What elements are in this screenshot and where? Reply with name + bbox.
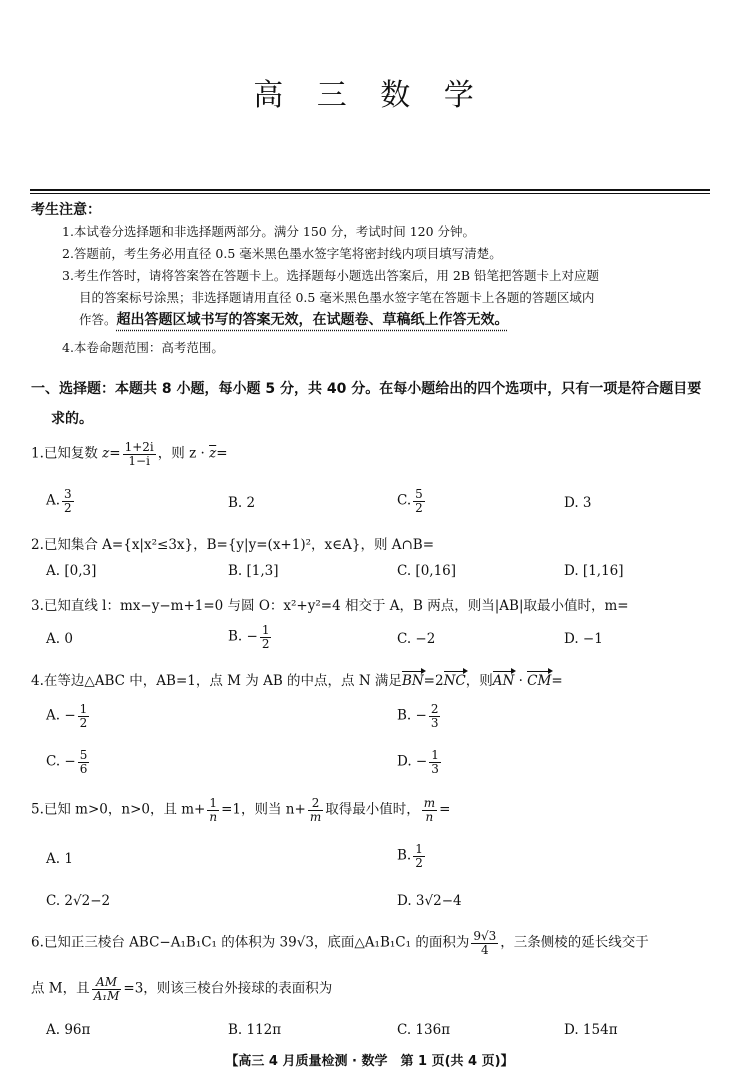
q4-c-den: 6 [79,761,88,776]
q1-option-a [46,488,76,514]
q4-a-den: 2 [79,715,88,730]
q1-a-num: 3 [64,487,72,501]
q1-eq: = [216,445,228,462]
q6-post: ，三条侧棱的延长线交于 [500,934,649,951]
q4-pre: 4.在等边△ABC 中，AB=1，点 M 为 AB 的中点，点 N 满足 [31,673,402,689]
question-5 [31,797,450,823]
q4-d-den: 3 [431,761,439,776]
q1-fraction [123,441,156,467]
q1-c-num: 5 [415,487,423,501]
q4-a-label: A. − [46,707,76,724]
q1-c-den: 2 [415,500,423,515]
q1-option-d: D. 3 [564,495,592,511]
q1-z: z= [102,445,121,462]
notice-item-3: 3.考生作答时，请将答案答在答题卡上。选择题每小题选出答案后，用 2B 铅笔把答题卡上对应题 [62,268,600,283]
q6-pre: 6.已知正三棱台 ABC−A₁B₁C₁ 的体积为 39√3，底面△A₁B₁C₁ 的面积为 [31,934,470,951]
question-6 [31,930,649,956]
q5-f1-den: n [209,809,218,824]
q1-c-frac [413,488,425,514]
q5-b-frac [413,843,425,869]
header-rule [30,189,710,191]
q3-b-num: 1 [261,623,270,637]
q5-f3-num: m [423,796,436,810]
q6-option-c: C. 136π [397,1022,451,1038]
q4-b-num: 2 [430,702,439,716]
notice-item-4: 4.本卷命题范围：高考范围。 [62,340,224,355]
q1-zbar: $\overline{z}$ [209,445,217,462]
q4-d-num: 1 [431,748,439,762]
q4-c-frac [78,749,90,775]
notice-item-1: 1.本试卷分选择题和非选择题两部分。满分 150 分，考试时间 120 分钟。 [62,224,476,239]
q3-option-b [228,624,273,650]
notice-item-3-cont: 目的答案标号涂黑；非选择题请用直径 0.5 毫米黑色墨水签字笔在答题卡上各题的答题区域内 [79,290,595,305]
q5-f3-den: n [425,809,434,824]
q5-option-b [397,843,427,869]
q1-c-label: C. [397,492,412,509]
q4-vector-nc: NC [443,673,466,689]
q6-f1-den: 4 [480,942,489,957]
q4-a-num: 1 [79,702,88,716]
q1-option-b: B. 2 [228,495,256,511]
q1-pre: 1.已知复数 [31,445,103,462]
q2-option-c: C. [0,16] [397,563,457,579]
q6-frac-2 [92,976,122,1002]
question-3: 3.已知直线 l：mx−y−m+1=0 与圆 O：x²+y²=4 相交于 A，B 两点，则当|AB|取最小值时，m= [31,598,629,614]
q2-option-b: B. [1,3] [228,563,279,579]
q6-option-a: A. 96π [46,1022,91,1038]
q5-b-num: 1 [415,842,423,856]
notice-list [62,221,712,359]
notice-heading: 考生注意： [31,202,101,218]
q2-option-a: A. [0,3] [46,563,97,579]
question-6-line2 [31,976,332,1002]
q4-option-c [46,749,91,775]
q2-option-d: D. [1,16] [564,563,624,579]
q4-b-den: 3 [430,715,439,730]
q5-b-den: 2 [415,855,423,870]
section-heading-line2: 求的。 [51,411,93,427]
q3-b-frac [260,624,272,650]
header-rule-thin [30,193,710,194]
page-footer: 【高三 4 月质量检测 · 数学 第 1 页(共 4 页)】 [225,1054,514,1069]
q5-frac-3 [422,797,437,823]
q6-f2-den: A₁M [93,988,120,1003]
q1-option-c [397,488,427,514]
q1-a-label: A. [46,492,61,509]
q5-eq: = [439,801,451,818]
question-4 [31,669,563,689]
q3-option-a: A. 0 [46,631,73,647]
q6-f1-num: 9√3 [473,929,497,943]
q4-mid2: ，则 [465,673,493,689]
question-1 [31,441,228,467]
q4-d-label: D. − [397,753,428,770]
notice-emphasis: 超出答题区域书写的答案无效，在试题卷、草稿纸上作答无效。 [116,312,509,328]
q5-option-c: C. 2√2−2 [46,893,111,909]
q4-c-num: 5 [79,748,88,762]
q6-option-b: B. 112π [228,1022,282,1038]
q4-b-label: B. − [397,707,427,724]
q4-option-d [397,749,443,775]
q4-dot: · [514,673,528,689]
page-title: 高 三 数 学 [253,78,486,113]
q5-frac-1 [207,797,219,823]
q4-b-frac [429,703,441,729]
q1-a-frac [62,488,74,514]
q3-b-label: B. − [228,628,258,645]
section-heading-line1: 一、选择题：本题共 8 小题，每小题 5 分，共 40 分。在每小题给出的四个选项中，只有一项是符合题目要 [31,381,702,397]
q5-mid2: 取得最小值时， [325,801,420,818]
q4-vector-cm: CM [527,673,552,689]
q1-frac-den: 1−i [128,453,150,468]
q5-b-label: B. [397,847,412,864]
q5-pre: 5.已知 m>0，n>0，且 m+ [31,801,206,818]
q6-line2-pre: 点 M，且 [31,980,90,997]
q3-option-c: C. −2 [397,631,436,647]
q4-vector-an: AN [492,673,515,689]
q3-option-d: D. −1 [564,631,603,647]
notice-item-2: 2.答题前，考生务必用直径 0.5 毫米黑色墨水签字笔将密封线内项目填写清楚。 [62,246,502,261]
q4-mid: =2 [423,673,444,689]
q1-frac-num: 1+2i [124,440,154,454]
q5-f2-den: m [309,809,322,824]
q6-line2-post: =3，则该三棱台外接球的表面积为 [123,980,333,997]
q5-frac-2 [308,797,323,823]
section-heading [31,374,721,434]
q1-post: ，则 z · [157,445,210,462]
notice-item-3-tail: 作答。 [79,312,117,327]
q6-option-d: D. 154π [564,1022,618,1038]
notice-item-3-emphasis-line [62,309,712,331]
q5-option-a: A. 1 [46,851,73,867]
q4-option-b [397,703,442,729]
q4-a-frac [78,703,90,729]
q5-option-d: D. 3√2−4 [397,893,462,909]
q4-d-frac [429,749,441,775]
q6-frac-1 [471,930,498,956]
q4-eq: = [551,673,563,689]
q3-b-den: 2 [261,636,270,651]
q4-vector-bn: BN [401,673,424,689]
q4-c-label: C. − [46,753,76,770]
q6-f2-num: AM [92,976,122,990]
q5-f1-num: 1 [207,797,219,811]
q4-option-a [46,703,91,729]
question-2: 2.已知集合 A={x|x²≤3x}，B={y|y=(x+1)²，x∈A}，则 A∩B= [31,537,435,553]
q5-mid: =1，则当 n+ [221,801,306,818]
q5-f2-num: 2 [308,797,323,811]
q1-a-den: 2 [64,500,72,515]
